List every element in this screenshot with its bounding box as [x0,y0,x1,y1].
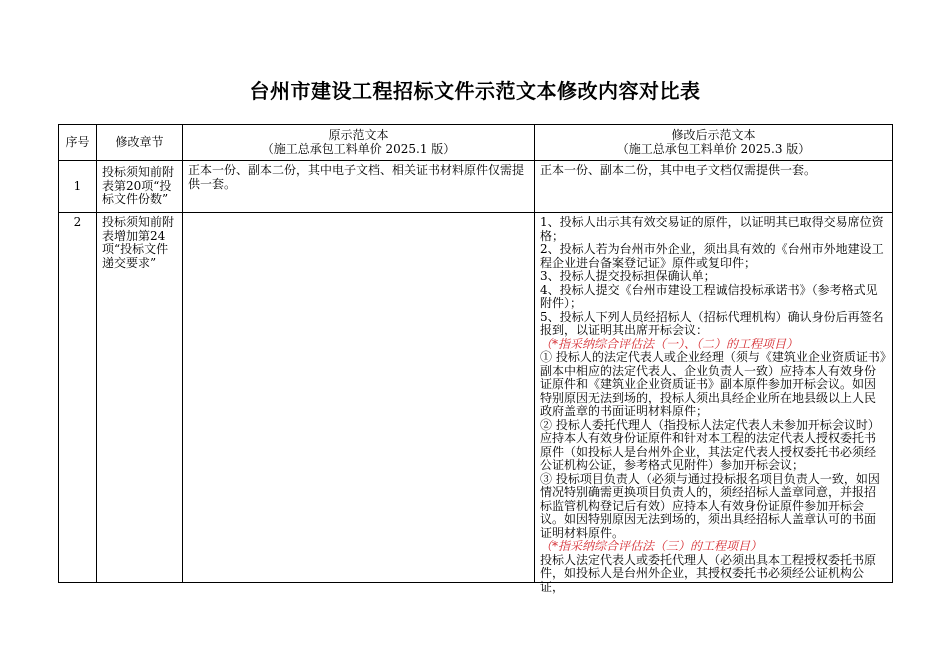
header-revised-version: （施工总承包工料单价 2025.3 版） [616,141,811,156]
header-revised [535,125,893,161]
header-original-version: （施工总承包工料单价 2025.1 版） [261,141,456,156]
revised-paragraph: 投标人法定代表人或委托代理人（必须出具本工程授权委托书原件，如投标人是台州外企业，其授权委托书必须经公证机构公证， [540,552,877,594]
header-section: 修改章节 [97,125,183,161]
revised-paragraph: 1、投标人出示其有效交易证的原件，以证明其已取得交易席位资格； [540,215,884,243]
revised-text-block [540,215,887,594]
header-original [183,125,535,161]
revised-paragraph: ② 投标人委托代理人（指投标人法定代表人未参加开标会议时）应持本人有效身份证原件和针对本工程的法定代表人授权委托书原件（如投标人是台州外企业，其法定代表人授权委托书必须经公证机构公证，参考格式见附件）参加开标会议； [540,417,880,472]
table-row [59,213,893,583]
table-row [59,161,893,213]
table-header-row [59,125,893,161]
document-title: 台州市建设工程招标文件示范文本修改内容对比表 [249,79,701,103]
header-seq: 序号 [59,125,97,161]
row-revised-text [535,213,893,594]
header-original-label: 原示范文本 [328,128,389,142]
revised-paragraph: 正本一份、副本二份，其中电子文档仅需提供一套。 [540,163,817,177]
row-section: 投标须知前附表第20项“投标文件份数” [97,161,183,213]
row-original-text: 正本一份、副本二份，其中电子文档、相关证书材料原件仅需提供一套。 [183,161,535,213]
header-revised-label: 修改后示范文本 [671,128,756,142]
row-section: 投标须知前附表增加第24项“投标文件递交要求” [97,213,183,583]
row-seq: 1 [59,161,97,213]
scope-note: （*指采纳综合评估法（三）的工程项目） [540,539,763,553]
revised-paragraph: ③ 投标项目负责人（必须与通过投标报名项目负责人一致，如因情况特别确需更换项目负责人的，须经招标人盖章同意，并报招标监管机构登记后有效）应持本人有效身份证原件参加开标会议。如因特别原因无法到场的，须出具经招标人盖章认可的书面证明材料原件。 [540,471,880,540]
revised-paragraph: 4、投标人提交《台州市建设工程诚信投标承诺书》（参考格式见附件）； [540,282,878,310]
revised-paragraph: 5、投标人下列人员经招标人（招标代理机构）确认身份后再签名报到，以证明其出席开标会议： [540,309,884,337]
scope-note: （*指采纳综合评估法（一）、（二）的工程项目） [540,336,799,351]
row-revised-text [535,161,893,213]
row-seq: 2 [59,213,97,583]
row-original-text [183,213,535,583]
revised-paragraph: 2、投标人若为台州市外企业，须出具有效的《台州市外地建设工程企业进台备案登记证》原件或复印件； [540,242,884,270]
comparison-table [58,124,893,594]
revised-paragraph: 3、投标人提交投标担保确认单； [540,269,716,283]
revised-paragraph: ① 投标人的法定代表人或企业经理（须与《建筑业企业资质证书》副本中相应的法定代表人、企业负责人一致）应持本人有效身份证原件和《建筑业企业资质证书》副本原件参加开标会议。如因特别原因无法到场的，投标人须出具经企业所在地县级以上人民政府盖章的书面证明材料原件； [540,350,886,418]
